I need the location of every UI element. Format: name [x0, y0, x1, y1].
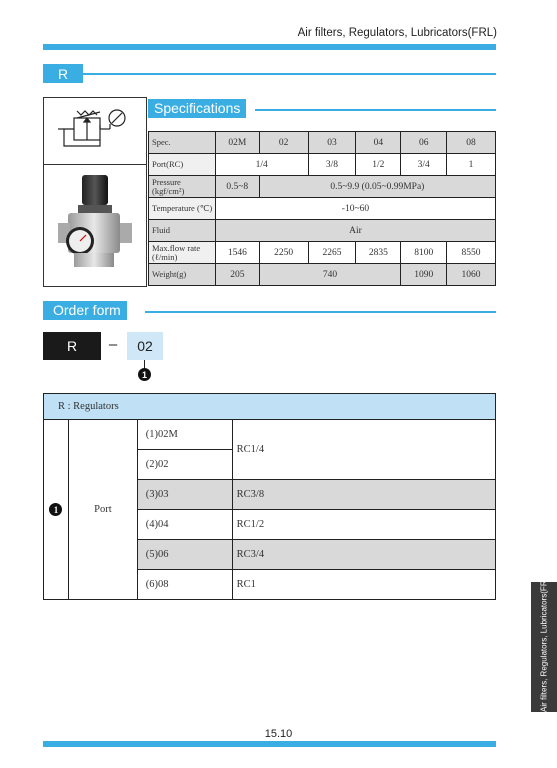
spec-cell: 03 [308, 132, 356, 154]
spec-cell: 8100 [401, 242, 447, 264]
spec-row-label: Weight(g) [149, 264, 216, 286]
spec-row [149, 220, 496, 242]
order-option-value: RC1 [232, 570, 495, 600]
order-code-marker: 1 [138, 368, 151, 381]
section-rule [83, 73, 496, 75]
order-table-header: R : Regulators [44, 394, 496, 420]
order-code-prefix: R [43, 332, 101, 360]
table-row [44, 420, 496, 450]
spec-cell: 8550 [447, 242, 496, 264]
order-marker: 1 [49, 503, 62, 516]
spec-row-label: Fluid [149, 220, 216, 242]
order-option-code: (1)02M [137, 420, 232, 450]
regulator-product-photo [44, 165, 146, 286]
spec-cell: -10~60 [215, 198, 495, 220]
spec-cell: 1090 [401, 264, 447, 286]
spec-cell: 1060 [447, 264, 496, 286]
spec-row-label: Spec. [149, 132, 216, 154]
specifications-table [148, 131, 496, 286]
order-form-rule [145, 311, 496, 313]
order-option-value: RC3/4 [232, 540, 495, 570]
order-option-code: (2)02 [137, 450, 232, 480]
spec-cell: 1546 [215, 242, 259, 264]
spec-row [149, 132, 496, 154]
specifications-title: Specifications [148, 99, 246, 118]
specifications-rule [255, 109, 496, 111]
product-image-box [43, 164, 147, 287]
spec-cell: 2835 [356, 242, 401, 264]
spec-cell: 2265 [308, 242, 356, 264]
section-tag: R [43, 64, 83, 83]
spec-cell: 0.5~8 [215, 176, 259, 198]
order-code-port: 02 [127, 332, 163, 360]
spec-row [149, 242, 496, 264]
order-table-header-row [44, 394, 496, 420]
page-header-title: Air filters, Regulators, Lubricators(FRL) [297, 27, 497, 39]
spec-row [149, 176, 496, 198]
spec-row-label: Temperature (℃) [149, 198, 216, 220]
spec-cell: 740 [259, 264, 401, 286]
spec-cell: 1/4 [215, 154, 308, 176]
spec-cell: 205 [215, 264, 259, 286]
spec-cell: 2250 [259, 242, 308, 264]
header-bar [43, 44, 496, 50]
page-number: 15.10 [264, 728, 293, 740]
regulator-symbol-icon [44, 98, 146, 165]
footer-bar [43, 741, 496, 747]
spec-cell: 1/2 [356, 154, 401, 176]
order-code-connector [144, 360, 145, 368]
spec-cell: 02 [259, 132, 308, 154]
order-option-value: RC1/2 [232, 510, 495, 540]
spec-row-label: Port(RC) [149, 154, 216, 176]
spec-cell: Air [215, 220, 495, 242]
spec-row [149, 154, 496, 176]
spec-row [149, 264, 496, 286]
spec-cell: 3/8 [308, 154, 356, 176]
spec-row-label: Max.flow rate (ℓ/min) [149, 242, 216, 264]
spec-cell: 04 [356, 132, 401, 154]
order-option-code: (6)08 [137, 570, 232, 600]
side-tab [531, 573, 557, 712]
order-option-code: (3)03 [137, 480, 232, 510]
spec-row [149, 198, 496, 220]
symbol-box [43, 97, 147, 166]
order-option-value: RC3/8 [232, 480, 495, 510]
spec-cell: 3/4 [401, 154, 447, 176]
side-tab-label: Air filters, Regulators, Lubricators(FRL) [539, 573, 549, 712]
order-option-code: (5)06 [137, 540, 232, 570]
order-option-value: RC1/4 [232, 420, 495, 480]
spec-cell: 1 [447, 154, 496, 176]
spec-row-label: Pressure (kgf/cm²) [149, 176, 216, 198]
spec-cell: 02M [215, 132, 259, 154]
order-option-code: (4)04 [137, 510, 232, 540]
order-group-label: Port [68, 420, 137, 600]
order-marker-cell [44, 420, 69, 600]
order-code-dash: – [108, 336, 118, 353]
order-table [43, 393, 496, 600]
spec-cell: 0.5~9.9 (0.05~0.99MPa) [259, 176, 495, 198]
spec-cell: 08 [447, 132, 496, 154]
order-form-title: Order form [43, 301, 127, 320]
spec-cell: 06 [401, 132, 447, 154]
